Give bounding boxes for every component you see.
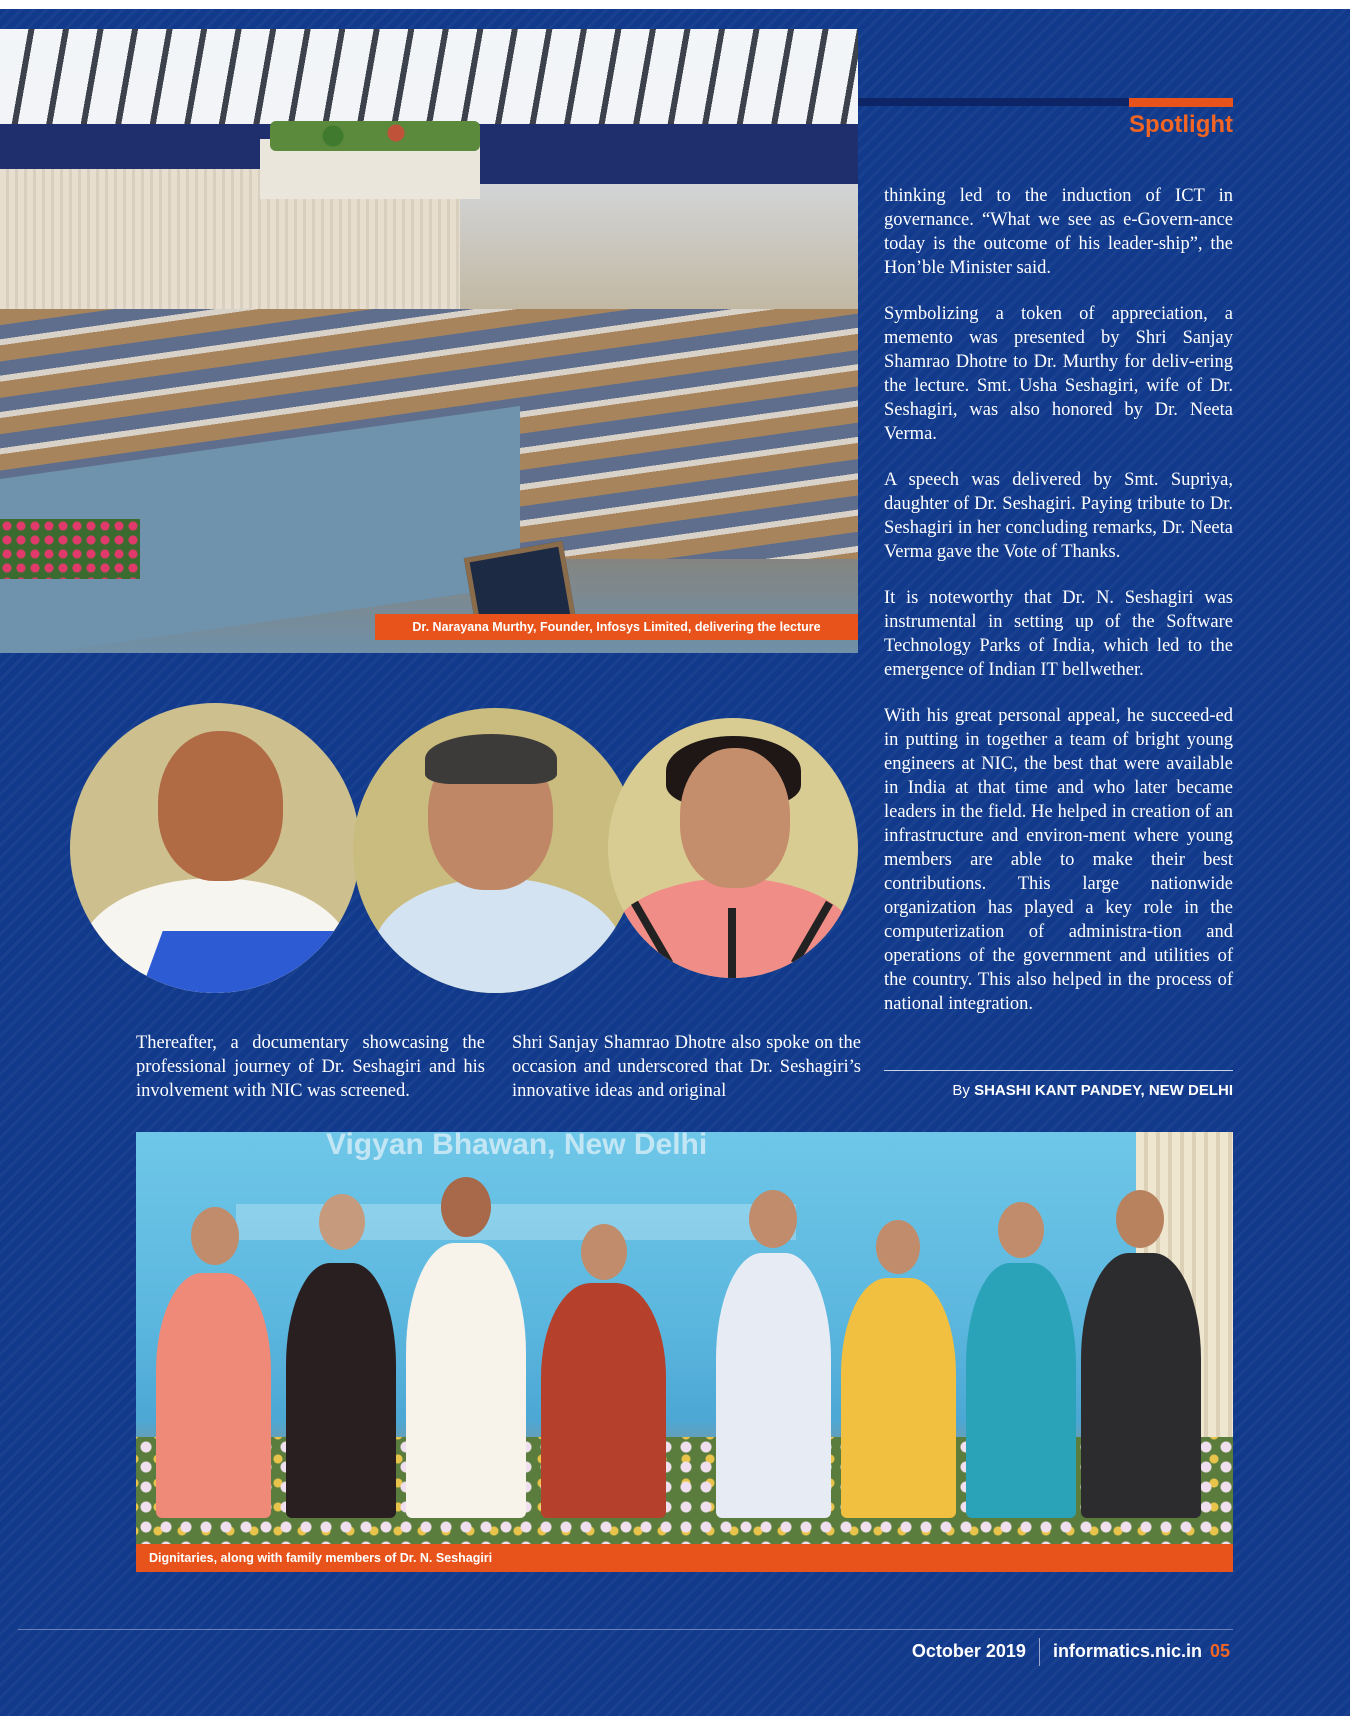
portrait-circle-speaker-2 — [353, 708, 638, 993]
portrait-hair — [425, 734, 557, 784]
person-head — [876, 1220, 920, 1274]
left-text-column-b: Shri Sanjay Shamrao Dhotre also spoke on the occasion and underscored that Dr. Seshagiri’s innovative ideas and original — [512, 1033, 861, 1101]
person-head — [319, 1194, 365, 1250]
portrait-head — [680, 748, 790, 888]
person-figure — [541, 1283, 666, 1518]
paragraph: A speech was delivered by Smt. Supriya, daughter of Dr. Seshagiri. Paying tribute to Dr. Seshagiri in her concluding remarks, Dr. Neeta Verma gave the Vote of Thanks. — [884, 470, 1233, 562]
page-footer — [700, 1636, 1230, 1666]
spotlight-accent-bar — [1129, 98, 1233, 107]
hero-photo-caption: Dr. Narayana Murthy, Founder, Infosys Limited, delivering the lecture — [375, 614, 858, 640]
portrait-circle-speaker-3 — [608, 718, 858, 978]
portrait-circle-speaker-1 — [70, 703, 360, 993]
microphone-icon — [728, 908, 736, 978]
section-label: Spotlight — [1129, 111, 1233, 138]
group-caption-text: Dignitaries, along with family members of Dr. N. Seshagiri — [149, 1551, 493, 1565]
paragraph: Symbolizing a token of appreciation, a memento was presented by Shri Sanjay Shamrao Dhotre to Dr. Murthy for deliv-ering the lecture. Smt. Usha Seshagiri, wife of Dr. Seshagiri, was also honored by Dr. Neeta Verma. — [884, 304, 1233, 444]
byline-author: SHASHI KANT PANDEY, NEW DELHI — [974, 1082, 1233, 1099]
person-figure — [716, 1253, 831, 1518]
byline-prefix: By — [952, 1082, 970, 1099]
group-photo — [136, 1132, 1233, 1544]
balcony-plants — [270, 121, 480, 151]
right-text-column — [884, 184, 1233, 1038]
footer-separator — [1039, 1638, 1040, 1666]
group-photo-caption — [136, 1544, 1233, 1572]
stage-banner-text: Vigyan Bhawan, New Delhi — [326, 1132, 708, 1161]
person-figure — [156, 1273, 271, 1518]
left-text-column-a: Thereafter, a documentary showcasing the professional journey of Dr. Seshagiri and his involvement with NIC was screened. — [136, 1033, 485, 1101]
auditorium-photo — [0, 29, 858, 653]
paragraph: thinking led to the induction of ICT in governance. “What we see as e-Govern-ance today is the outcome of his leader-ship”, the Hon’ble Minister said. — [884, 186, 1233, 278]
byline-rule — [884, 1070, 1233, 1071]
portrait-body — [373, 878, 623, 993]
page-bottom-border — [0, 1716, 1350, 1725]
person-head — [749, 1190, 797, 1248]
footer-rule — [18, 1629, 1233, 1630]
person-figure — [966, 1263, 1076, 1518]
podium — [137, 931, 360, 993]
person-figure — [1081, 1253, 1201, 1518]
portrait-head — [158, 731, 283, 881]
person-figure — [841, 1278, 956, 1518]
page-number: 05 — [1209, 1641, 1230, 1661]
person-head — [998, 1202, 1044, 1258]
person-head — [191, 1207, 239, 1265]
person-head — [1116, 1190, 1164, 1248]
website: informatics.nic.in — [1052, 1641, 1202, 1661]
flower-bed — [0, 519, 140, 579]
issue-date: October 2019 — [911, 1641, 1026, 1661]
paragraph: It is noteworthy that Dr. N. Seshagiri was instrumental in setting up of the Software Technology Parks of India, which led to the emergence of Indian IT bellwether. — [884, 588, 1233, 680]
page-top-border — [0, 0, 1350, 9]
byline — [884, 1082, 1233, 1099]
person-figure — [406, 1243, 526, 1518]
person-figure — [286, 1263, 396, 1518]
person-head — [581, 1224, 627, 1280]
person-head — [441, 1177, 491, 1237]
paragraph: With his great personal appeal, he succeed-ed in putting in together a team of bright young engineers at NIC, the best that were available in India at that time and who later became leaders in the field. He helped in creation of an infrastructure and environ-ment where young members are able to make their best contributions. This large nationwide organization has played a key role in the computerization of administra-tion and operations of the government and utilities of the country. This also helped in the process of national integration. — [884, 706, 1233, 1014]
